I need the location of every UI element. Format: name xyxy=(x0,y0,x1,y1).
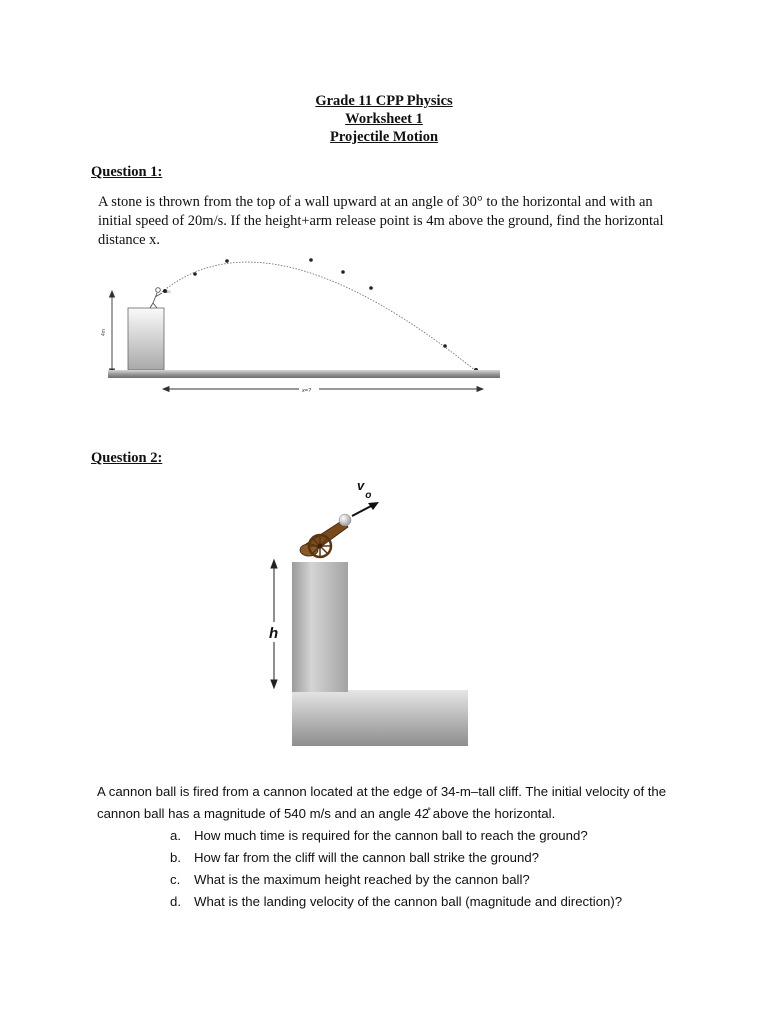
cliff-height-label: h xyxy=(269,625,279,642)
part-label: a. xyxy=(170,828,181,843)
course-title: Grade 11 CPP Physics xyxy=(315,93,453,109)
question-1-heading: Question 1: xyxy=(91,164,163,180)
question-1-diagram xyxy=(95,245,515,400)
distance-arrow xyxy=(163,387,483,392)
cannon xyxy=(300,520,348,557)
worksheet-header xyxy=(0,92,768,146)
part-text: How much time is required for the cannon ball to reach the ground? xyxy=(194,828,588,843)
part-label: b. xyxy=(170,850,181,865)
question-2-parts xyxy=(97,825,697,913)
launch-angle-label: 30 xyxy=(166,289,171,294)
height-label: 4m xyxy=(101,329,107,336)
worksheet-topic: Projectile Motion xyxy=(329,129,439,145)
question-1-text xyxy=(98,193,688,250)
cannon-ball xyxy=(339,514,351,526)
trajectory-points xyxy=(163,258,478,372)
velocity-label: $v_o$ xyxy=(357,478,372,501)
velocity-vector xyxy=(352,502,379,516)
question-2-body: A cannon ball is fired from a cannon located at the edge of 34-m–tall cliff. The initial velocity of the cannon ball has a magnitude of 540 m/s and an angle 42̊ above the horizontal. xyxy=(97,784,667,821)
part-text: What is the maximum height reached by the cannon ball? xyxy=(194,872,530,887)
distance-label: x=? xyxy=(302,388,312,394)
part-label: d. xyxy=(170,894,181,909)
question-2-part-b xyxy=(97,847,697,869)
cliff xyxy=(292,562,348,692)
stone-trajectory xyxy=(162,262,476,371)
question-2-heading: Question 2: xyxy=(91,450,163,466)
question-2-part-a xyxy=(97,825,697,847)
ground xyxy=(108,370,500,378)
height-arrow xyxy=(110,291,115,375)
part-text: What is the landing velocity of the cannon ball (magnitude and direction)? xyxy=(194,894,623,909)
question-1-body: A stone is thrown from the top of a wall upward at an angle of 30° to the horizontal and with an initial speed of 20m/s. If the height+arm release point is 4m above the ground, find the horizontal distance x. xyxy=(98,194,664,248)
ground-slab xyxy=(292,690,468,746)
thrower-figure xyxy=(150,288,162,308)
wall xyxy=(128,308,164,370)
question-2-part-c xyxy=(97,869,697,891)
question-2-text xyxy=(97,781,697,913)
worksheet-number: Worksheet 1 xyxy=(345,111,423,127)
question-2-part-d xyxy=(97,891,697,913)
part-label: c. xyxy=(170,872,181,887)
question-2-diagram xyxy=(255,470,485,755)
part-text: How far from the cliff will the cannon ball strike the ground? xyxy=(194,850,539,865)
